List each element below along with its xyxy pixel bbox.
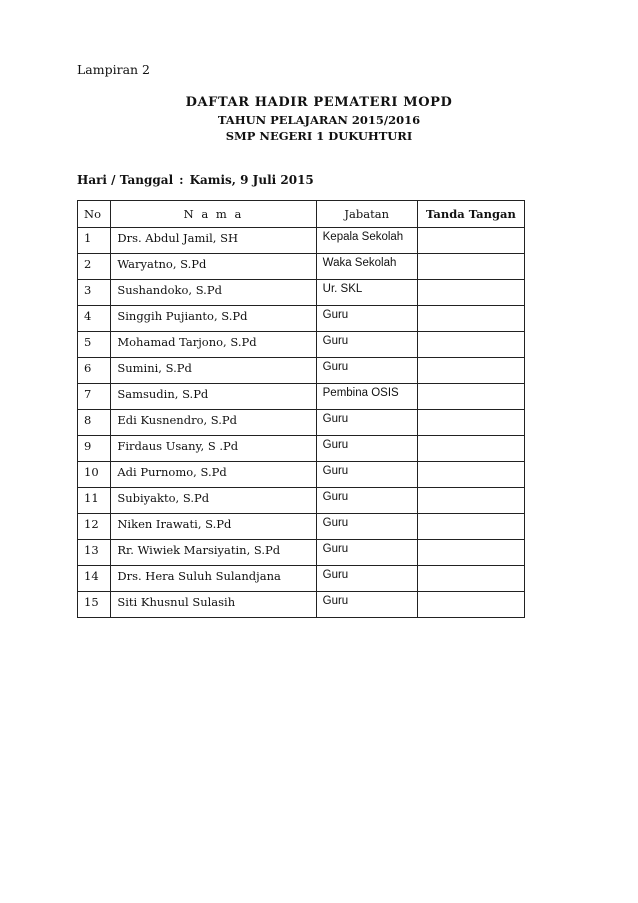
cell-nama: Adi Purnomo, S.Pd bbox=[111, 462, 316, 488]
cell-nama: Rr. Wiwiek Marsiyatin, S.Pd bbox=[111, 540, 316, 566]
cell-nama: Firdaus Usany, S .Pd bbox=[111, 436, 316, 462]
table-row bbox=[78, 514, 525, 540]
table-row bbox=[78, 332, 525, 358]
cell-nama: Niken Irawati, S.Pd bbox=[111, 514, 316, 540]
cell-no: 15 bbox=[78, 592, 111, 618]
header-jabatan: Jabatan bbox=[316, 201, 417, 228]
cell-nama: Samsudin, S.Pd bbox=[111, 384, 316, 410]
table-header-row bbox=[78, 201, 525, 228]
cell-jabatan: Guru bbox=[316, 358, 417, 384]
header-no: No bbox=[78, 201, 111, 228]
date-value: Kamis, 9 Juli 2015 bbox=[189, 173, 314, 187]
table-row bbox=[78, 254, 525, 280]
cell-no: 14 bbox=[78, 566, 111, 592]
header-tanda-tangan: Tanda Tangan bbox=[417, 201, 524, 228]
table-row bbox=[78, 488, 525, 514]
cell-jabatan: Guru bbox=[316, 566, 417, 592]
cell-jabatan: Guru bbox=[316, 488, 417, 514]
academic-year: TAHUN PELAJARAN 2015/2016 bbox=[217, 113, 421, 127]
cell-tanda-tangan[interactable] bbox=[417, 332, 524, 358]
table-row bbox=[78, 306, 525, 332]
cell-nama: Subiyakto, S.Pd bbox=[111, 488, 316, 514]
cell-nama: Sushandoko, S.Pd bbox=[111, 280, 316, 306]
table-row bbox=[78, 280, 525, 306]
table-row bbox=[78, 592, 525, 618]
document-title: DAFTAR HADIR PEMATERI MOPD bbox=[185, 95, 453, 110]
cell-no: 4 bbox=[78, 306, 111, 332]
cell-no: 7 bbox=[78, 384, 111, 410]
cell-jabatan: Guru bbox=[316, 332, 417, 358]
cell-no: 6 bbox=[78, 358, 111, 384]
cell-no: 13 bbox=[78, 540, 111, 566]
table-row bbox=[78, 436, 525, 462]
table-body bbox=[78, 228, 525, 618]
table-row bbox=[78, 228, 525, 254]
attachment-label: Lampiran 2 bbox=[77, 62, 151, 77]
cell-nama: Sumini, S.Pd bbox=[111, 358, 316, 384]
cell-tanda-tangan[interactable] bbox=[417, 306, 524, 332]
table-row bbox=[78, 358, 525, 384]
cell-nama: Edi Kusnendro, S.Pd bbox=[111, 410, 316, 436]
cell-tanda-tangan[interactable] bbox=[417, 254, 524, 280]
table-row bbox=[78, 540, 525, 566]
cell-jabatan: Guru bbox=[316, 306, 417, 332]
cell-nama: Siti Khusnul Sulasih bbox=[111, 592, 316, 618]
cell-no: 12 bbox=[78, 514, 111, 540]
cell-tanda-tangan[interactable] bbox=[417, 228, 524, 254]
cell-jabatan: Pembina OSIS bbox=[316, 384, 417, 410]
cell-tanda-tangan[interactable] bbox=[417, 592, 524, 618]
cell-jabatan: Guru bbox=[316, 462, 417, 488]
date-line bbox=[77, 173, 314, 187]
cell-nama: Drs. Abdul Jamil, SH bbox=[111, 228, 316, 254]
cell-nama: Waryatno, S.Pd bbox=[111, 254, 316, 280]
header-nama: N a m a bbox=[111, 201, 316, 228]
cell-tanda-tangan[interactable] bbox=[417, 384, 524, 410]
school-name: SMP NEGERI 1 DUKUHTURI bbox=[225, 129, 413, 143]
cell-jabatan: Guru bbox=[316, 540, 417, 566]
cell-no: 2 bbox=[78, 254, 111, 280]
cell-no: 8 bbox=[78, 410, 111, 436]
cell-jabatan: Guru bbox=[316, 436, 417, 462]
cell-no: 9 bbox=[78, 436, 111, 462]
table-row bbox=[78, 384, 525, 410]
cell-nama: Mohamad Tarjono, S.Pd bbox=[111, 332, 316, 358]
cell-tanda-tangan[interactable] bbox=[417, 514, 524, 540]
attendance-table bbox=[77, 200, 525, 618]
date-separator: : bbox=[179, 173, 184, 187]
cell-jabatan: Ur. SKL bbox=[316, 280, 417, 306]
cell-tanda-tangan[interactable] bbox=[417, 566, 524, 592]
cell-tanda-tangan[interactable] bbox=[417, 462, 524, 488]
cell-jabatan: Guru bbox=[316, 410, 417, 436]
cell-nama: Singgih Pujianto, S.Pd bbox=[111, 306, 316, 332]
cell-no: 11 bbox=[78, 488, 111, 514]
table-row bbox=[78, 566, 525, 592]
cell-tanda-tangan[interactable] bbox=[417, 280, 524, 306]
cell-tanda-tangan[interactable] bbox=[417, 410, 524, 436]
cell-no: 1 bbox=[78, 228, 111, 254]
cell-jabatan: Guru bbox=[316, 514, 417, 540]
cell-tanda-tangan[interactable] bbox=[417, 358, 524, 384]
cell-tanda-tangan[interactable] bbox=[417, 436, 524, 462]
cell-no: 5 bbox=[78, 332, 111, 358]
cell-nama: Drs. Hera Suluh Sulandjana bbox=[111, 566, 316, 592]
cell-jabatan: Guru bbox=[316, 592, 417, 618]
cell-tanda-tangan[interactable] bbox=[417, 488, 524, 514]
cell-no: 3 bbox=[78, 280, 111, 306]
cell-jabatan: Kepala Sekolah bbox=[316, 228, 417, 254]
cell-tanda-tangan[interactable] bbox=[417, 540, 524, 566]
table-row bbox=[78, 410, 525, 436]
cell-jabatan: Waka Sekolah bbox=[316, 254, 417, 280]
cell-no: 10 bbox=[78, 462, 111, 488]
date-label: Hari / Tanggal bbox=[77, 173, 174, 187]
table-row bbox=[78, 462, 525, 488]
